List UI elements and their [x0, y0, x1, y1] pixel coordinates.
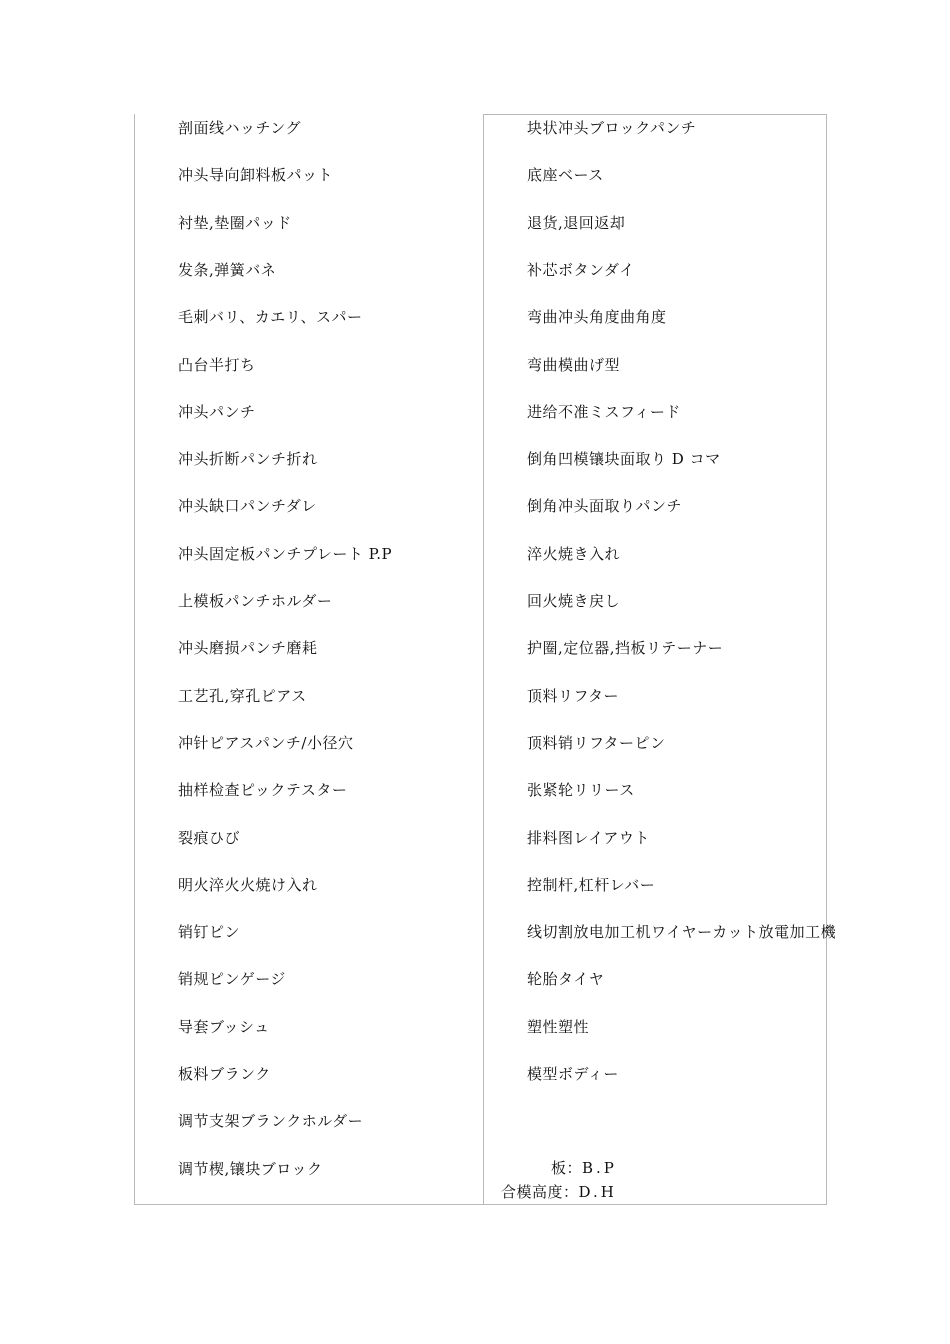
term-row — [178, 1111, 363, 1131]
term-japanese: バリ、カエリ、スパー — [209, 308, 363, 327]
term-chinese: 剖面线 — [178, 119, 225, 137]
term-row — [178, 638, 318, 658]
term-row — [527, 638, 723, 658]
term-chinese: 倒角凹模镶块 — [527, 450, 621, 469]
term-chinese: 退货,退回 — [527, 213, 595, 232]
term-row — [178, 1064, 271, 1084]
term-japanese: 塑性 — [558, 1017, 590, 1036]
term-row — [178, 402, 256, 422]
term-row — [178, 875, 318, 895]
term-chinese: 冲头导向卸料板 — [178, 166, 287, 185]
term-chinese: 销规 — [178, 970, 210, 989]
term-chinese: 抽样检查 — [178, 781, 241, 800]
term-japanese: 焼き戻し — [558, 592, 621, 610]
term-japanese: ブランク — [209, 1065, 271, 1083]
table-top-border — [483, 114, 827, 115]
term-chinese: 调节支架 — [178, 1112, 241, 1131]
term-japanese: 返却 — [594, 213, 626, 232]
term-chinese: 塑性 — [527, 1017, 559, 1036]
term-japanese: ピンゲージ — [209, 970, 286, 989]
term-japanese: レイアウト — [573, 828, 650, 847]
term-chinese: 裂痕 — [178, 828, 210, 847]
term-chinese: 倒角冲头 — [527, 497, 590, 516]
term-chinese: 线切割放电加工机 — [527, 923, 652, 942]
term-japanese: ブロック — [260, 1159, 323, 1178]
term-chinese: 销钉 — [178, 923, 210, 942]
term-row — [527, 307, 667, 327]
term-japanese: リフター — [558, 686, 619, 705]
table-left-border — [134, 114, 135, 1205]
term-row — [178, 591, 332, 611]
term-chinese: 护圈,定位器,挡板 — [527, 639, 647, 658]
term-row — [527, 686, 619, 706]
term-chinese: 弯曲冲头角度 — [527, 308, 621, 327]
term-japanese: レバー — [609, 875, 656, 894]
term-japanese: パンチプレート P.P — [255, 544, 393, 563]
term-chinese: 冲头磨损 — [178, 639, 241, 658]
term-row — [178, 260, 276, 280]
term-japanese: ブッシュ — [209, 1017, 270, 1036]
term-japanese: パンチ磨耗 — [240, 639, 318, 658]
term-row — [527, 1017, 589, 1037]
term-japanese: ボディー — [558, 1065, 619, 1083]
term-japanese: ブランクホルダー — [240, 1112, 364, 1131]
term-chinese: 衬垫,垫圈 — [178, 213, 246, 232]
term-row — [527, 733, 665, 753]
term-row — [527, 496, 682, 516]
term-japanese: 半打ち — [209, 355, 256, 374]
term-chinese: 顶料 — [527, 686, 559, 705]
term-japanese: パンチダレ — [240, 497, 317, 516]
term-row — [178, 686, 307, 706]
term-row — [178, 165, 333, 185]
term-chinese: 明火淬火 — [178, 875, 241, 894]
term-japanese: リリース — [573, 781, 635, 800]
term-japanese: パンチホルダー — [224, 592, 333, 610]
term-japanese: ベース — [558, 166, 604, 185]
term-japanese: ワイヤーカット放電加工機 — [651, 923, 837, 942]
term-row — [178, 733, 353, 753]
term-chinese: 板料 — [178, 1065, 210, 1083]
term-chinese: 顶料销 — [527, 733, 574, 752]
term-row — [527, 828, 650, 848]
note-bp — [551, 1158, 617, 1178]
term-chinese: 冲头 — [178, 402, 210, 421]
term-japanese: ピアスパンチ/小径穴 — [209, 733, 354, 752]
term-chinese: 发条,弹簧 — [178, 260, 246, 279]
term-chinese: 底座 — [527, 166, 559, 185]
term-japanese: パンチ — [209, 402, 256, 421]
term-chinese: 控制杆,杠杆 — [527, 875, 610, 894]
term-japanese: 火焼け入れ — [240, 875, 318, 894]
term-row — [527, 922, 836, 942]
term-chinese: 回火 — [527, 592, 559, 610]
term-japanese: ハッチング — [224, 119, 301, 137]
term-japanese: バネ — [245, 260, 277, 279]
term-row — [178, 355, 256, 375]
term-japanese: ボタンダイ — [558, 260, 635, 279]
term-japanese: パンチ折れ — [240, 450, 318, 469]
term-row — [178, 307, 363, 327]
term-chinese: 淬火 — [527, 544, 559, 563]
term-japanese: ミスフィード — [589, 402, 681, 421]
term-row — [527, 544, 620, 564]
table-bottom-border — [134, 1204, 827, 1205]
term-row — [178, 1159, 322, 1179]
term-japanese: ピアス — [260, 686, 307, 705]
term-japanese: 面取りパンチ — [589, 497, 683, 516]
term-row — [527, 1064, 619, 1084]
term-japanese: 焼き入れ — [558, 544, 621, 563]
term-chinese: 冲头折断 — [178, 450, 241, 469]
note-label: 板： — [551, 1159, 583, 1177]
term-row — [527, 402, 681, 422]
term-chinese: 张紧轮 — [527, 781, 574, 800]
term-row — [178, 213, 292, 233]
term-row — [527, 260, 635, 280]
table-middle-border — [483, 114, 484, 1205]
term-row — [527, 875, 655, 895]
term-japanese: 曲角度 — [620, 308, 667, 327]
term-row — [527, 780, 635, 800]
term-row — [178, 544, 392, 564]
term-japanese: パット — [286, 166, 334, 185]
term-japanese: パッド — [245, 213, 292, 232]
term-chinese: 冲头固定板 — [178, 544, 256, 563]
term-chinese: 调节楔,镶块 — [178, 1159, 261, 1178]
term-row — [178, 969, 286, 989]
note-label: 合模高度： — [501, 1183, 579, 1201]
term-row — [178, 449, 318, 469]
note-value: B.P — [582, 1159, 617, 1177]
term-row — [527, 355, 620, 375]
term-chinese: 补芯 — [527, 260, 559, 279]
term-japanese: ブロックパンチ — [589, 119, 697, 137]
term-chinese: 上模板 — [178, 592, 225, 610]
term-row — [178, 1017, 270, 1037]
term-row — [527, 969, 604, 989]
term-japanese: リテーナー — [646, 639, 724, 658]
term-chinese: 块状冲头 — [527, 119, 590, 137]
term-chinese: 排料图 — [527, 828, 574, 847]
term-japanese: リフターピン — [573, 733, 666, 752]
term-chinese: 毛刺 — [178, 308, 210, 327]
term-chinese: 凸台 — [178, 355, 210, 374]
term-chinese: 模型 — [527, 1065, 559, 1083]
term-row — [527, 591, 620, 611]
term-row — [178, 780, 347, 800]
note-dh — [501, 1182, 617, 1202]
term-row — [178, 922, 240, 942]
term-row — [178, 496, 317, 516]
term-chinese: 工艺孔,穿孔 — [178, 686, 261, 705]
term-row — [527, 213, 625, 233]
term-chinese: 进给不准 — [527, 402, 590, 421]
term-japanese: 曲げ型 — [573, 355, 621, 374]
table-right-border — [826, 114, 827, 1205]
term-row — [178, 828, 240, 848]
term-chinese: 冲头缺口 — [178, 497, 241, 516]
term-chinese: 轮胎 — [527, 970, 559, 989]
term-japanese: ピックテスター — [240, 781, 348, 800]
term-row — [527, 118, 696, 138]
term-chinese: 冲针 — [178, 733, 210, 752]
term-row — [527, 165, 604, 185]
term-japanese: ピン — [209, 923, 241, 942]
term-row — [527, 449, 721, 469]
term-chinese: 弯曲模 — [527, 355, 574, 374]
term-row — [178, 118, 301, 138]
term-japanese: ひび — [209, 828, 241, 847]
term-japanese: タイヤ — [558, 970, 605, 989]
note-value: D.H — [578, 1183, 617, 1201]
term-chinese: 导套 — [178, 1017, 210, 1036]
term-japanese: 面取り D コマ — [620, 450, 721, 469]
